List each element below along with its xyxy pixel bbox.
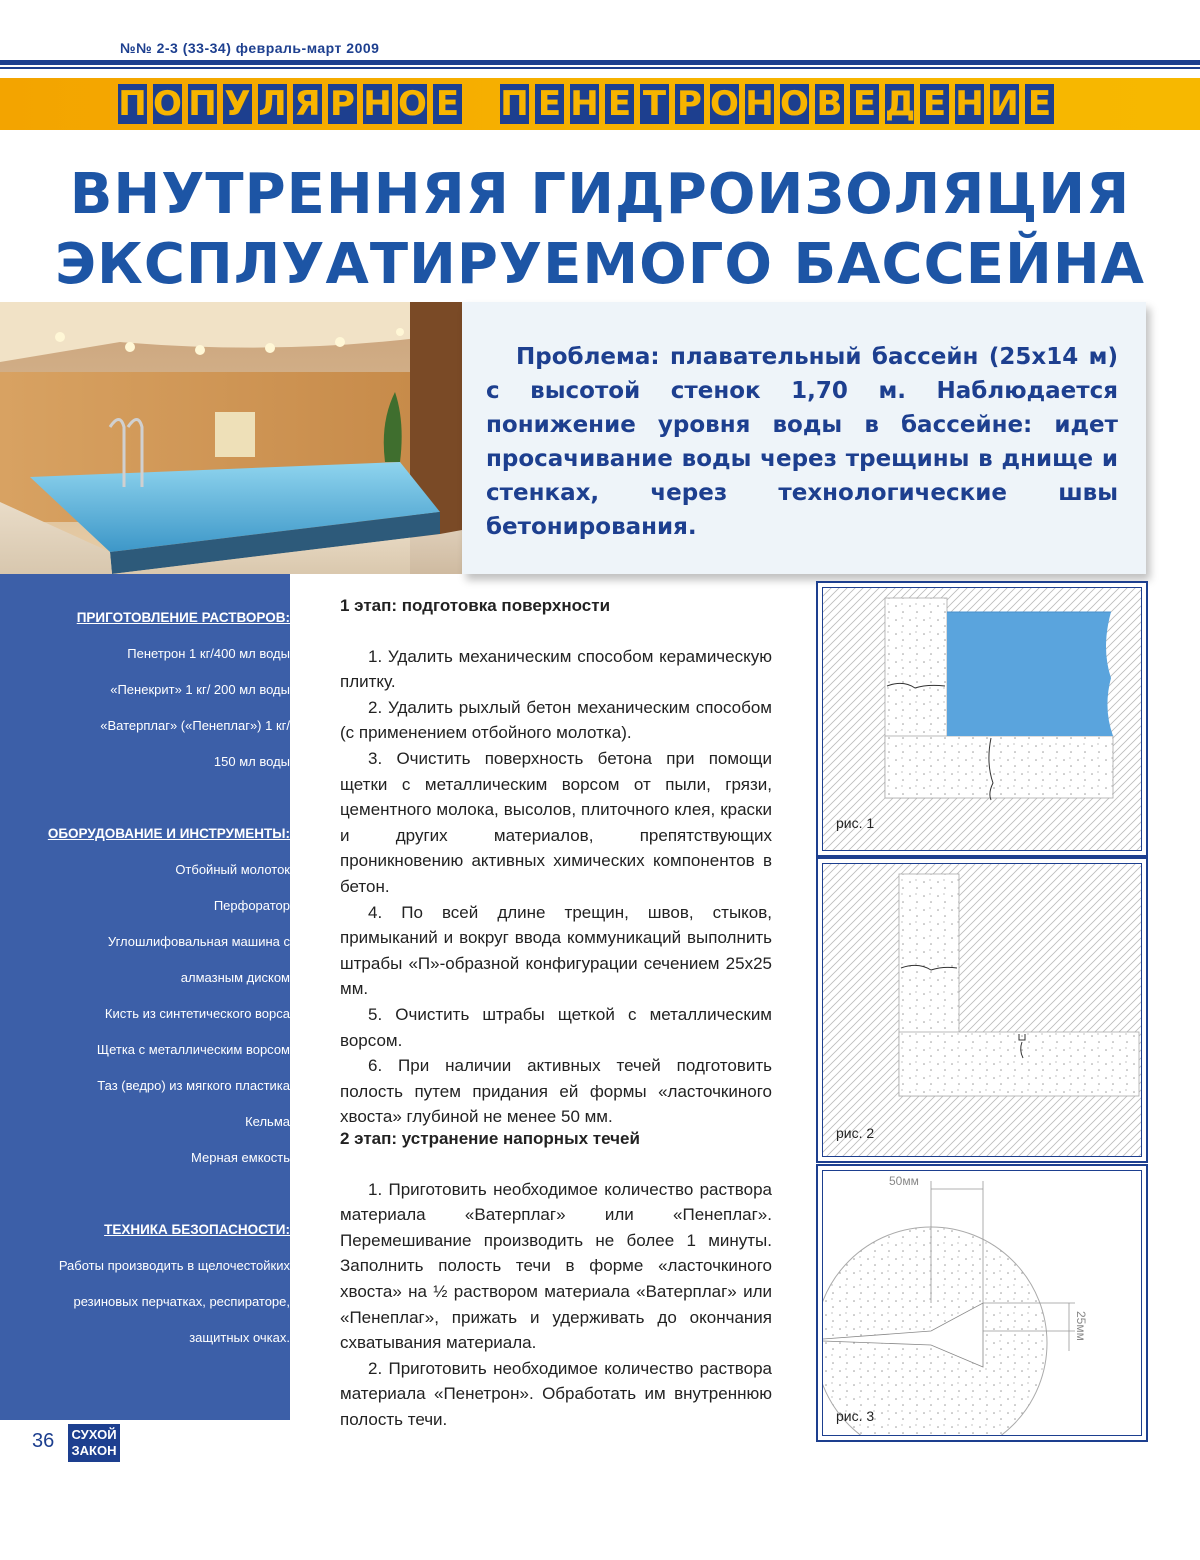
section-banner-title [118,84,1054,124]
banner-letter: Н [955,84,984,124]
figure-2 [816,857,1148,1163]
figure-3 [816,1164,1148,1442]
stage-1-item: 1. Удалить механическим способом керамическую плитку. [340,646,772,692]
sidebar-equipment-item: Мерная емкость [191,1150,290,1165]
banner-letter: Л [258,84,287,124]
figure-3-caption: рис. 3 [836,1408,875,1424]
sidebar-solution-item: Пенетрон 1 кг/400 мл воды [127,646,290,661]
banner-letter: Я [294,84,321,124]
banner-letter: О [398,84,427,124]
banner-letter: О [153,84,182,124]
sidebar-heading-equipment: ОБОРУДОВАНИЕ И ИНСТРУМЕНТЫ: [47,826,290,841]
sidebar-safety-item: резиновых перчатках, респираторе, [73,1294,290,1309]
stage-1 [340,593,772,1130]
sidebar-equipment-item: Таз (ведро) из мягкого пластика [97,1078,290,1093]
sidebar-equipment-item: Щетка с металлическим ворсом [96,1042,290,1057]
banner-letter: О [780,84,809,124]
figure-2-caption: рис. 2 [836,1125,875,1141]
lead-text: Проблема: плавательный бассейн (25x14 м) с высотой стенок 1,70 м. Наблюдается понижение уровня воды в бассейне: идет просачивание воды через трещины в днище и стенках, через технологические швы бетонирования. [486,344,1118,540]
header-rule [0,60,1200,65]
banner-letter: Н [363,84,392,124]
page-number: 36 [32,1430,55,1452]
sidebar-equipment-item: Кельма [245,1114,290,1129]
banner-letter: Н [745,84,774,124]
sidebar-equipment-item: Отбойный молоток [175,862,290,877]
figure-1 [816,581,1148,857]
stage-2-list [340,1177,772,1433]
stage-2-item: 2. Приготовить необходимое количество раствора материала «Пенетрон». Обработать им внутреннюю полость течи. [340,1358,772,1429]
title-line-2: ЭКСПЛУАТИРУЕМОГО БАССЕЙНА [54,232,1146,297]
banner-letter: П [118,84,147,124]
sidebar-heading-solutions: ПРИГОТОВЛЕНИЕ РАСТВОРОВ: [76,610,290,625]
banner-letter: П [500,84,529,124]
stage-1-item: 6. При наличии активных течей подготовить полость путем придания ей формы «ласточкиного хвоста» глубиной не менее 50 мм. [340,1056,772,1127]
stage-1-item: 5. Очистить штрабы щеткой с металлическим ворсом. [340,1004,772,1050]
pool-photo [0,302,462,574]
banner-letter: Е [920,84,949,124]
banner-letter: Т [640,84,669,124]
header-rule-thin [0,67,1200,69]
stage-2-title: 2 этап: устранение напорных течей [340,1129,640,1148]
banner-letter: Е [1025,84,1054,124]
banner-letter: Е [850,84,879,124]
figure-1-caption: рис. 1 [836,815,875,831]
stage-1-item: 2. Удалить рыхлый бетон механическим способом (с применением отбойного молотка). [340,697,772,743]
sidebar-safety-item: Работы производить в щелочестойких [58,1258,290,1273]
article-title [0,160,1200,300]
banner-gap [468,84,494,124]
banner-letter: Е [535,84,564,124]
sidebar-equipment-item: Кисть из синтетического ворса [104,1006,290,1021]
sidebar-equipment-item: алмазным диском [180,970,290,985]
sidebar-equipment-item: Углошлифовальная машина с [107,934,290,949]
sidebar-solution-item: «Ватерплаг» («Пенеплаг») 1 кг/ [100,718,290,733]
stage-2 [340,1126,772,1433]
sidebar-solution-item: «Пенекрит» 1 кг/ 200 мл воды [110,682,290,697]
banner-letter: И [990,84,1019,124]
banner-letter: Е [605,84,634,124]
banner-letter: Р [675,84,704,124]
stage-1-list [340,644,772,1130]
sidebar-safety-item: защитных очках. [189,1330,290,1345]
banner-letter: В [816,84,843,124]
banner-letter: О [710,84,739,124]
banner-letter: Д [885,84,916,124]
dim-50: 50мм [889,1174,919,1188]
banner-letter: Р [328,84,357,124]
sidebar-equipment-item: Перфоратор [213,898,290,913]
sidebar-heading-safety: ТЕХНИКА БЕЗОПАСНОСТИ: [104,1222,290,1237]
banner-letter: У [224,84,251,124]
banner-letter: Е [433,84,462,124]
magazine-logo: СУХОЙ ЗАКОН [68,1424,120,1462]
stage-2-item: 1. Приготовить необходимое количество раствора материала «Ватерплаг» или «Пенеплаг». Перемешивание производить не более 1 минуты. Заполнить полость течи в форме «ласточкиного хвоста» на ½ раствором материала «Ватерплаг» или «Пенеплаг», прижать и удерживать до окончания схватывания материала. [340,1179,772,1353]
banner-letter: Н [570,84,599,124]
title-line-1: ВНУТРЕННЯЯ ГИДРОИЗОЛЯЦИЯ [69,162,1131,227]
banner-letter: П [188,84,217,124]
stage-1-title: 1 этап: подготовка поверхности [340,596,611,615]
stage-1-item: 3. Очистить поверхность бетона при помощи щетки с металлическим ворсом от пыли, грязи, цементного молока, высолов, плиточного клея, краски и других материалов, препятствующих проникновению активных химических компонентов в бетон. [340,748,772,896]
sidebar-solution-item: 150 мл воды [213,754,290,769]
stage-1-item: 4. По всей длине трещин, швов, стыков, примыканий и вокруг ввода коммуникаций выполнить штрабы «П»-образной конфигурации сечением 25x25 мм. [340,902,772,999]
dim-25: 25мм [1074,1311,1088,1341]
issue-info: №№ 2-3 (33-34) февраль-март 2009 [120,40,380,56]
